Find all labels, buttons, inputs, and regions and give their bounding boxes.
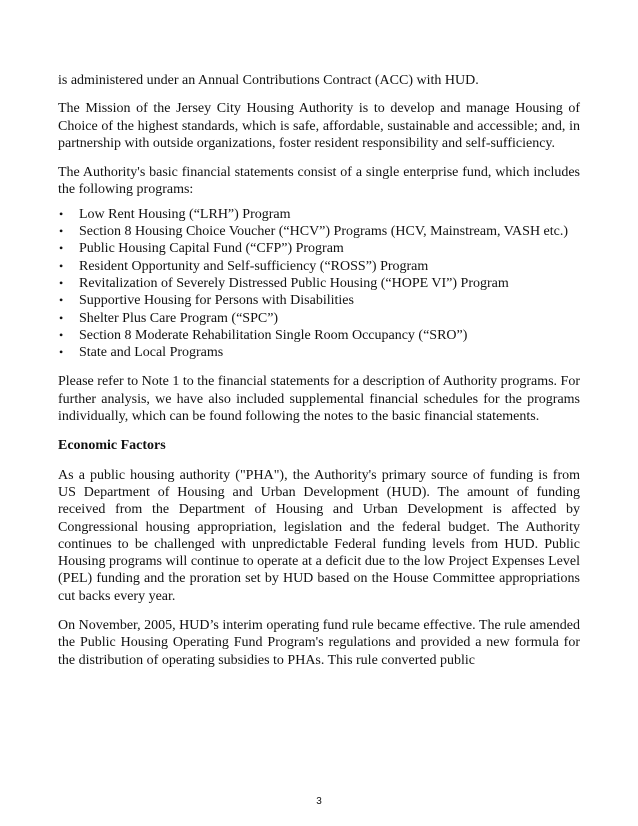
- list-item: • Public Housing Capital Fund (“CFP”) Program: [59, 241, 344, 257]
- page-number: 3: [316, 796, 322, 807]
- operating-fund-paragraph: On November, 2005, HUD’s interim operating fund rule became effective. The rule amended the Public Housing Operating Fund Program's regulations and provided a new formula for the distribution of operating subsidies to PHAs. This rule converted public: [58, 618, 580, 668]
- list-item: • Low Rent Housing (“LRH”) Program: [59, 206, 291, 222]
- bullet-icon: •: [59, 327, 64, 342]
- bullet-icon: •: [59, 275, 64, 290]
- list-item: • Revitalization of Severely Distressed Public Housing (“HOPE VI”) Program: [59, 275, 509, 291]
- mission-paragraph: The Mission of the Jersey City Housing Authority is to develop and manage Housing of Choice of the highest standards, which is safe, affordable, sustainable and accessible; and, in partnership with outside organizations, foster resident responsibility and self-sufficiency.: [58, 101, 580, 151]
- bullet-icon: •: [59, 224, 64, 239]
- economic-factors-paragraph: As a public housing authority ("PHA"), the Authority's primary source of funding is from US Department of Housing and Urban Development (HUD). The amount of funding received from the Department of Housing and Urban Development is affected by Congressional housing appropriation, legislation and the federal budget. The Authority continues to be challenged with unpredictable Federal funding levels from HUD. Public Housing programs will continue to operate at a deficit due to the low Project Expenses Level (PEL) funding and the proration set by HUD based on the House Committee appropriations cut backs every year.: [58, 467, 580, 604]
- programs-list: [58, 206, 580, 362]
- list-item: • Section 8 Housing Choice Voucher (“HCV”) Programs (HCV, Mainstream, VASH etc.): [59, 224, 569, 240]
- financial-statements-paragraph: The Authority's basic financial statements consist of a single enterprise fund, which includes the following programs:: [58, 165, 580, 198]
- list-item: • Resident Opportunity and Self-sufficiency (“ROSS”) Program: [59, 258, 429, 274]
- list-item: • State and Local Programs: [59, 345, 224, 361]
- list-item: • Section 8 Moderate Rehabilitation Single Room Occupancy (“SRO”): [59, 327, 468, 343]
- intro-paragraph: is administered under an Annual Contributions Contract (ACC) with HUD.: [58, 73, 479, 88]
- economic-factors-heading: Economic Factors: [58, 438, 166, 454]
- list-item: • Shelter Plus Care Program (“SPC”): [59, 310, 279, 326]
- bullet-icon: •: [59, 241, 64, 256]
- refer-paragraph: Please refer to Note 1 to the financial statements for a description of Authority programs. For further analysis, we have also included supplemental financial schedules for the programs individually, which can be found following the notes to the basic financial statements.: [58, 374, 580, 425]
- bullet-icon: •: [59, 310, 64, 325]
- document-page: [58, 72, 580, 669]
- bullet-icon: •: [59, 206, 64, 221]
- bullet-icon: •: [59, 293, 64, 308]
- bullet-icon: •: [59, 345, 64, 360]
- bullet-icon: •: [59, 258, 64, 273]
- list-item: • Supportive Housing for Persons with Disabilities: [59, 293, 354, 309]
